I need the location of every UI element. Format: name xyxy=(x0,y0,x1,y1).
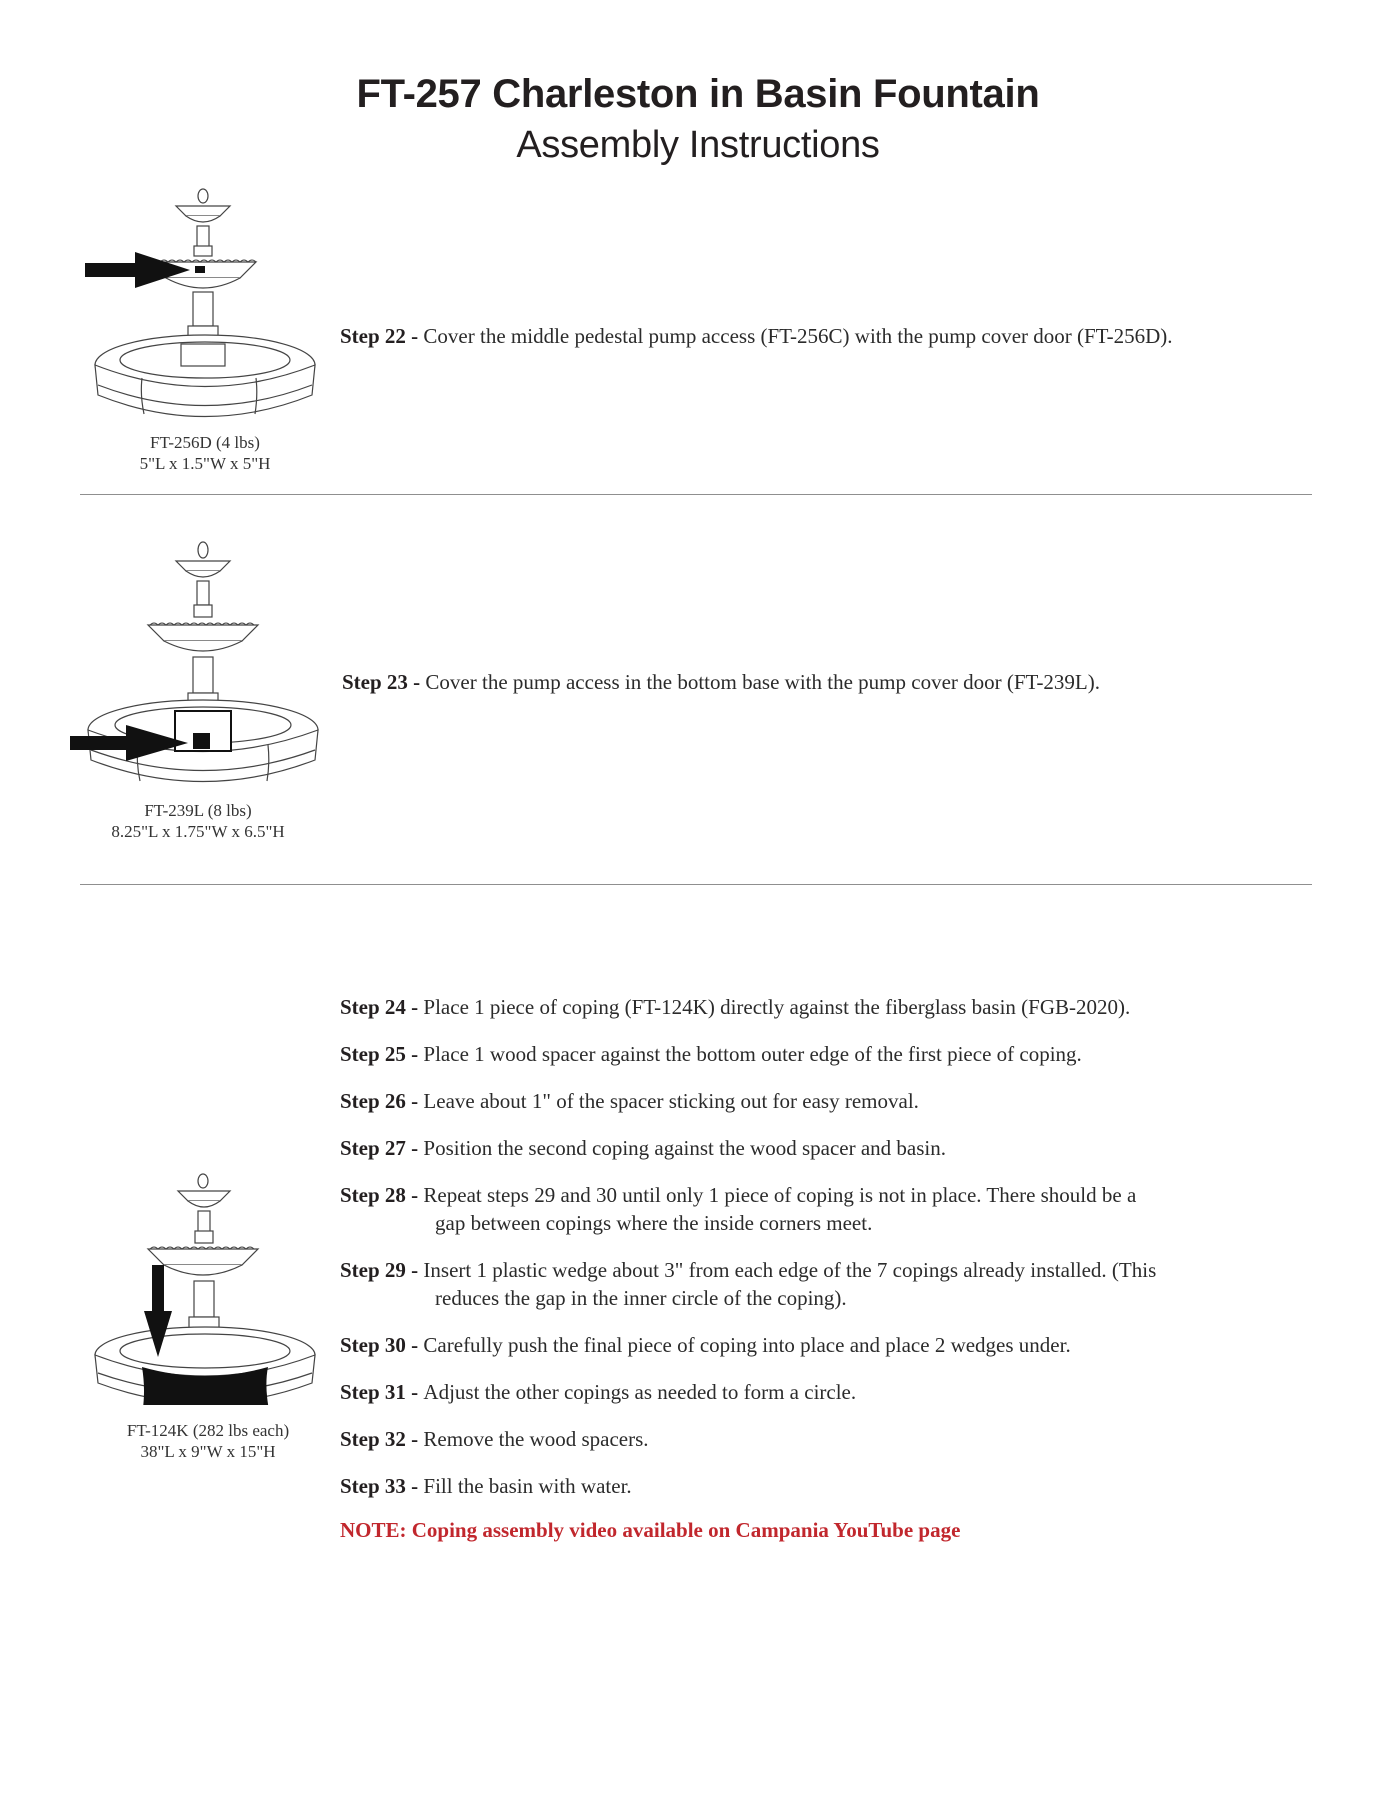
pump-cover-door-highlight xyxy=(195,266,205,273)
fountain-figure-step-24-33 xyxy=(80,1165,340,1405)
part-caption-ft-124k xyxy=(78,1420,338,1462)
part-dimensions: 5"L x 1.5"W x 5"H xyxy=(139,454,271,473)
step-label: Step 25 - xyxy=(340,1042,424,1066)
document-subtitle: Assembly Instructions xyxy=(516,124,880,166)
part-dimensions: 8.25"L x 1.75"W x 6.5"H xyxy=(111,822,285,841)
document-title: FT-257 Charleston in Basin Fountain xyxy=(356,72,1040,116)
step-25 xyxy=(340,1040,1082,1068)
step-30 xyxy=(340,1331,1071,1359)
step-label: Step 27 - xyxy=(340,1136,424,1160)
step-24 xyxy=(340,993,1130,1021)
step-label: Step 23 - xyxy=(342,670,426,694)
part-name-weight: FT-124K (282 lbs each) xyxy=(126,1421,290,1440)
step-32 xyxy=(340,1425,649,1453)
step-26 xyxy=(340,1087,919,1115)
part-name-weight: FT-239L (8 lbs) xyxy=(144,801,252,820)
step-text: Remove the wood spacers. xyxy=(423,1427,649,1451)
section-divider xyxy=(80,884,1312,885)
part-caption-ft-239l xyxy=(68,800,328,842)
fountain-illustration xyxy=(80,1165,340,1405)
step-text: Position the second coping against the wood spacer and basin. xyxy=(423,1136,946,1160)
step-23 xyxy=(342,668,1100,696)
step-28 xyxy=(340,1181,1136,1237)
coping-video-note: NOTE: Coping assembly video available on Campania YouTube page xyxy=(340,1518,961,1542)
step-text: Leave about 1" of the spacer sticking out for easy removal. xyxy=(423,1089,919,1113)
part-caption-ft-256d xyxy=(80,432,330,474)
step-31 xyxy=(340,1378,856,1406)
step-text-continued: reduces the gap in the inner circle of the coping). xyxy=(435,1286,847,1310)
step-22 xyxy=(340,322,1172,350)
step-text: Adjust the other copings as needed to form a circle. xyxy=(423,1380,857,1404)
step-label: Step 31 - xyxy=(340,1380,424,1404)
step-text: Cover the pump access in the bottom base with the pump cover door (FT-239L). xyxy=(425,670,1101,694)
step-label: Step 29 - xyxy=(340,1258,424,1282)
step-text: Cover the middle pedestal pump access (FT-256C) with the pump cover door (FT-256D). xyxy=(423,324,1173,348)
step-label: Step 32 - xyxy=(340,1427,424,1451)
part-name-weight: FT-256D (4 lbs) xyxy=(150,433,260,452)
step-text-continued: gap between copings where the inside corners meet. xyxy=(435,1211,873,1235)
step-29 xyxy=(340,1256,1156,1312)
step-text: Place 1 wood spacer against the bottom outer edge of the first piece of coping. xyxy=(423,1042,1082,1066)
step-label: Step 22 - xyxy=(340,324,424,348)
step-label: Step 28 - xyxy=(340,1183,424,1207)
step-label: Step 33 - xyxy=(340,1474,424,1498)
fountain-figure-step-22 xyxy=(80,180,340,420)
step-label: Step 30 - xyxy=(340,1333,424,1357)
step-text: Fill the basin with water. xyxy=(423,1474,632,1498)
step-33 xyxy=(340,1472,632,1500)
step-label: Step 24 - xyxy=(340,995,424,1019)
part-dimensions: 38"L x 9"W x 15"H xyxy=(140,1442,276,1461)
fountain-illustration xyxy=(80,180,340,420)
fountain-figure-step-23 xyxy=(68,535,338,785)
fountain-illustration xyxy=(68,535,338,785)
step-text: Carefully push the final piece of coping into place and place 2 wedges under. xyxy=(423,1333,1071,1357)
step-label: Step 26 - xyxy=(340,1089,424,1113)
pump-cover-door-highlight xyxy=(193,733,210,749)
section-divider xyxy=(80,494,1312,495)
step-27 xyxy=(340,1134,946,1162)
step-text: Place 1 piece of coping (FT-124K) directly against the fiberglass basin (FGB-2020). xyxy=(423,995,1131,1019)
step-text: Insert 1 plastic wedge about 3" from each edge of the 7 copings already installed. (This xyxy=(423,1258,1157,1282)
step-text: Repeat steps 29 and 30 until only 1 piece of coping is not in place. There should be a xyxy=(423,1183,1137,1207)
